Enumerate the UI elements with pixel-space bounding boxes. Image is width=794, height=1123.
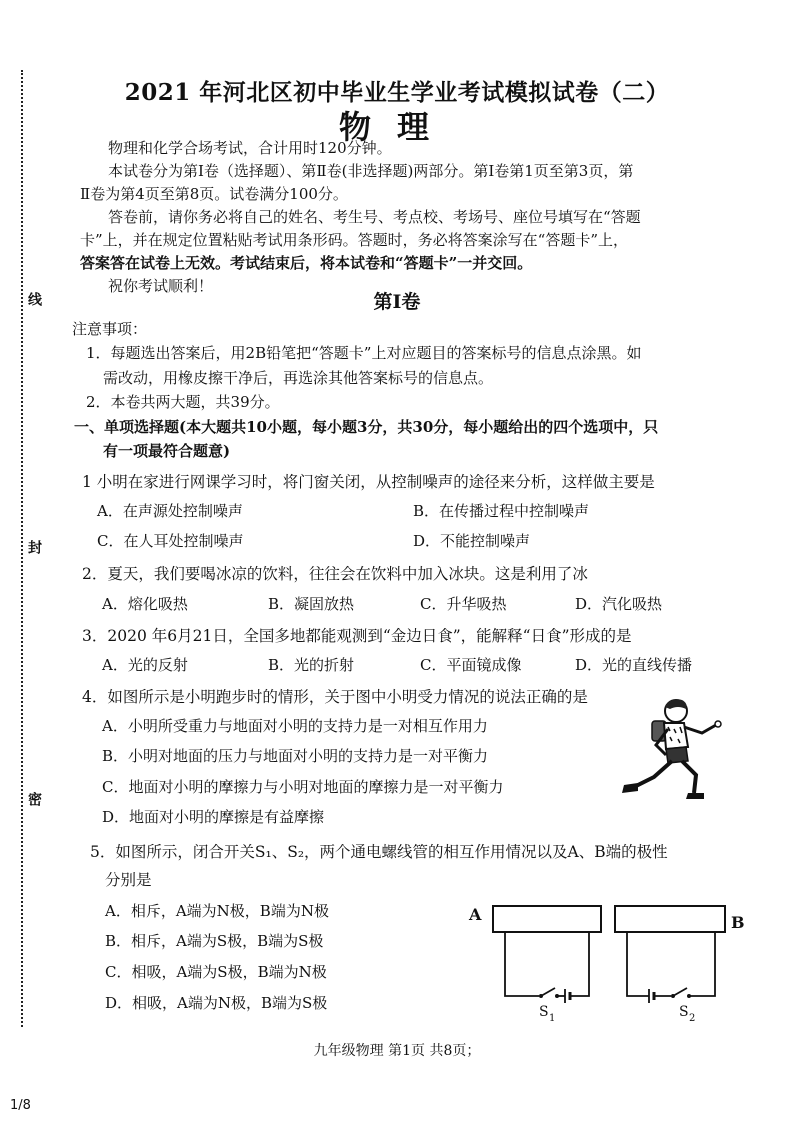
label-s1: S (539, 1004, 549, 1020)
intro-line-4: 答卷前，请你务必将自己的姓名、考生号、考点校、考场号、座位号填写在“答题 (108, 208, 641, 226)
question-5-stem-line-2: 分别是 (105, 871, 152, 889)
question-2-option-c: C．升华吸热 (420, 595, 507, 613)
question-2-option-d: D．汽化吸热 (575, 595, 663, 613)
intro-line-7: 祝你考试顺利！ (108, 277, 214, 295)
intro-line-6: 答案答在试卷上无效。考试结束后，将本试卷和“答题卡”一并交回。 (80, 254, 533, 272)
right-solenoid (615, 906, 725, 932)
label-s2: S (679, 1004, 689, 1020)
section-title: 第Ⅰ卷 (373, 291, 421, 313)
notes-heading: 注意事项： (72, 320, 148, 338)
question-3-stem: 3．2020 年6月21日，全国多地都能观测到“金边日食”，能解释“日食”形成的是 (82, 627, 632, 645)
left-solenoid (493, 906, 601, 932)
question-5-stem-line-1: 5．如图所示，闭合开关S₁、S₂，两个通电螺线管的相互作用情况以及A、B端的极性 (90, 843, 668, 861)
page-footer: 九年级物理 第1页 共8页； (313, 1043, 481, 1059)
intro-line-1: 物理和化学合场考试，合计用时120分钟。 (108, 139, 392, 157)
binding-mark-xian: 线 (26, 292, 42, 306)
question-1-option-d: D．不能控制噪声 (413, 532, 531, 550)
question-3-option-d: D．光的直线传播 (575, 656, 693, 674)
question-3-option-b: B．光的折射 (268, 656, 355, 674)
intro-line-5: 卡”上，并在规定位置粘贴考试用条形码。答题时，务必将答案涂写在“答题卡”上， (80, 231, 629, 249)
question-3-option-c: C．平面镜成像 (420, 656, 522, 674)
question-2-option-a: A．熔化吸热 (102, 595, 188, 613)
intro-line-2: 本试卷分为第Ⅰ卷（选择题）、第Ⅱ卷(非选择题)两部分。第Ⅰ卷第1页至第3页，第 (108, 162, 634, 180)
question-5-option-b: B．相斥，A端为S极，B端为S极 (105, 932, 324, 950)
label-s2-subscript: 2 (689, 1013, 696, 1024)
label-end-b: B (731, 913, 745, 932)
question-5-option-c: C．相吸，A端为S极，B端为N极 (105, 963, 327, 981)
exam-title: 2021 年河北区初中毕业生学业考试模拟试卷（二） (124, 79, 670, 106)
question-1-option-a: A．在声源处控制噪声 (97, 502, 243, 520)
intro-line-3: Ⅱ卷为第4页至第8页。试卷满分100分。 (80, 185, 348, 203)
question-1-stem: 1 小明在家进行网课学习时，将门窗关闭，从控制噪声的途径来分析，这样做主要是 (82, 473, 655, 491)
label-end-a: A (469, 905, 482, 924)
binding-mark-feng: 封 (26, 540, 42, 554)
switch-s2 (673, 988, 687, 996)
solenoid-circuit-diagram (465, 900, 755, 1025)
notes-item-1b: 需改动，用橡皮擦干净后，再选涂其他答案标号的信息点。 (103, 369, 494, 387)
notes-item-1a: 1．每题选出答案后，用2B铅笔把“答题卡”上对应题目的答案标号的信息点涂黑。如 (86, 344, 642, 362)
question-4-option-c: C．地面对小明的摩擦力与小明对地面的摩擦力是一对平衡力 (102, 778, 504, 796)
label-s1-subscript: 1 (549, 1013, 556, 1024)
running-boy-figure (612, 695, 732, 807)
question-2-stem: 2．夏天，我们要喝冰凉的饮料，往往会在饮料中加入冰块。这是利用了冰 (82, 565, 588, 583)
question-5-option-d: D．相吸，A端为N极，B端为S极 (105, 994, 328, 1012)
switch-s1 (541, 988, 555, 996)
question-2-option-b: B．凝固放热 (268, 595, 355, 613)
binding-dotted-line (21, 70, 23, 1027)
part1-heading-line-2: 有一项最符合题意) (103, 442, 231, 460)
question-1-option-b: B．在传播过程中控制噪声 (413, 502, 590, 520)
question-5-option-a: A．相斥，A端为N极，B端为N极 (105, 902, 329, 920)
notes-item-2: 2．本卷共两大题，共39分。 (86, 393, 280, 411)
question-4-option-b: B．小明对地面的压力与地面对小明的支持力是一对平衡力 (102, 747, 489, 765)
question-4-stem: 4．如图所示是小明跑步时的情形，关于图中小明受力情况的说法正确的是 (82, 688, 588, 706)
question-4-option-d: D．地面对小明的摩擦是有益摩擦 (102, 808, 325, 826)
subject-title: 物理 (338, 108, 455, 146)
part1-heading-line-1: 一、单项选择题(本大题共10小题，每小题3分，共30分，每小题给出的四个选项中，只 (74, 418, 659, 436)
page-indicator: 1/8 (10, 1098, 31, 1113)
question-3-option-a: A．光的反射 (102, 656, 188, 674)
question-4-option-a: A．小明所受重力与地面对小明的支持力是一对相互作用力 (102, 717, 488, 735)
binding-mark-mi: 密 (26, 792, 42, 806)
question-1-option-c: C．在人耳处控制噪声 (97, 532, 244, 550)
